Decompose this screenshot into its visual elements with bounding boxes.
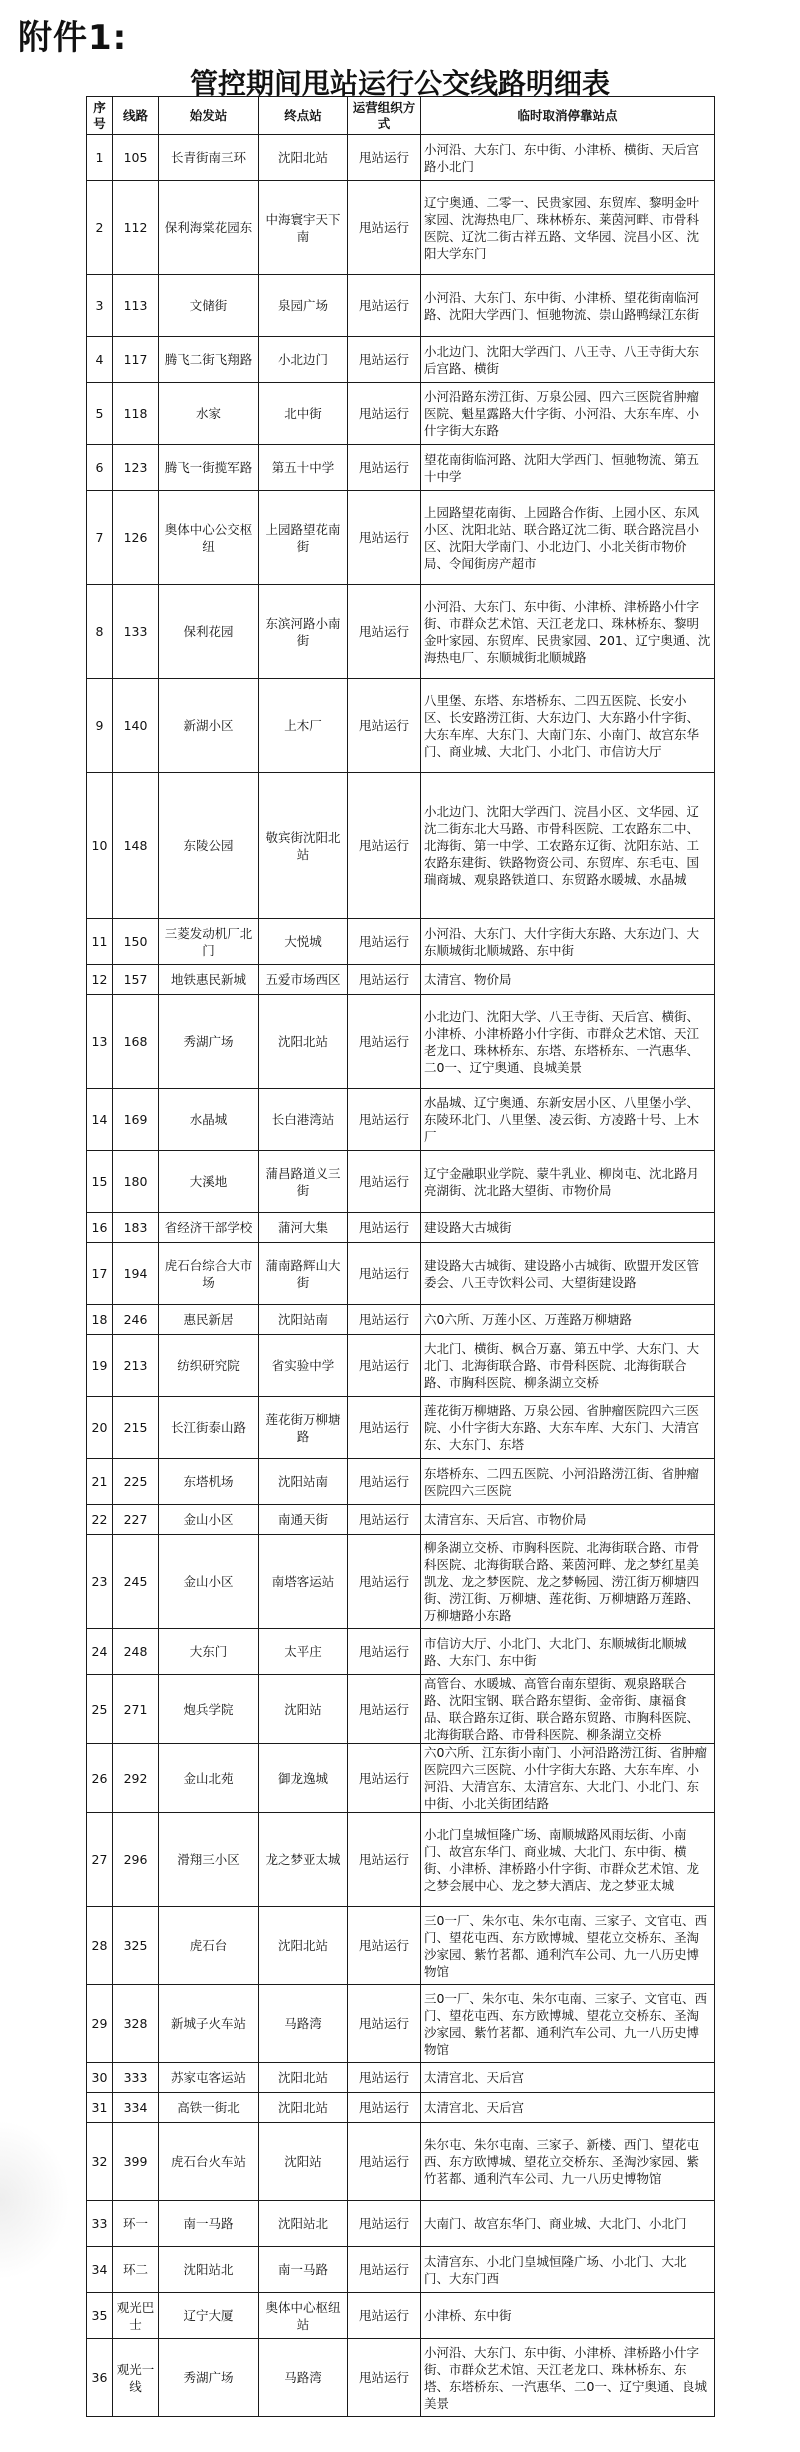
- start-station: 辽宁大厦: [159, 2293, 259, 2339]
- table-row: [87, 1151, 715, 1213]
- table-row: [87, 2247, 715, 2293]
- table-row: [87, 2063, 715, 2093]
- end-station: 太平庄: [259, 1629, 348, 1675]
- table-row: [87, 1459, 715, 1505]
- cancelled-stops: 小河沿路东涝江街、万泉公园、四六三医院省肿瘤医院、魁星露路大什字街、小河沿、大东车库、小什字街大东路: [421, 383, 715, 445]
- line-number: 325: [113, 1907, 159, 1985]
- line-number: 213: [113, 1335, 159, 1397]
- row-number: 16: [87, 1213, 113, 1243]
- row-number: 10: [87, 773, 113, 919]
- end-station: 蒲南路辉山大街: [259, 1243, 348, 1305]
- table-row: [87, 773, 715, 919]
- operation-mode: 甩站运行: [348, 1675, 421, 1744]
- end-station: 沈阳站北: [259, 2201, 348, 2247]
- start-station: 腾飞二街飞翔路: [159, 337, 259, 383]
- end-station: 沈阳站南: [259, 1305, 348, 1335]
- line-number: 225: [113, 1459, 159, 1505]
- start-station: 金山北苑: [159, 1744, 259, 1813]
- cancelled-stops: 水晶城、辽宁奥通、东新安居小区、八里堡小学、东陵环北门、八里堡、凌云街、方凌路十号、上木厂: [421, 1089, 715, 1151]
- start-station: 虎石台综合大市场: [159, 1243, 259, 1305]
- cancelled-stops: 小河沿、大东门、东中街、小津桥、望花街南临河路、沈阳大学西门、恒驰物流、崇山路鸭绿江东街: [421, 275, 715, 337]
- end-station: 蒲昌路道义三街: [259, 1151, 348, 1213]
- cancelled-stops: 太清宫北、天后宫: [421, 2063, 715, 2093]
- start-station: 地铁惠民新城: [159, 965, 259, 995]
- cancelled-stops: 小河沿、大东门、大什字街大东路、大东边门、大东顺城街北顺城路、东中街: [421, 919, 715, 965]
- end-station: 敬宾街沈阳北站: [259, 773, 348, 919]
- end-station: 南塔客运站: [259, 1535, 348, 1629]
- line-number: 105: [113, 135, 159, 181]
- operation-mode: 甩站运行: [348, 995, 421, 1089]
- cancelled-stops: 太清宫、物价局: [421, 965, 715, 995]
- row-number: 35: [87, 2293, 113, 2339]
- cancelled-stops: 八里堡、东塔、东塔桥东、二四五医院、长安小区、长安路涝江街、大东边门、大东路小什字街、大东车库、大东门、大南门东、小南门、故宫东华门、商业城、大北门、小北门、市信访大厅: [421, 679, 715, 773]
- cancelled-stops: 辽宁奥通、二零一、民贵家园、东贸库、黎明金叶家园、沈海热电厂、珠林桥东、莱茵河畔、市骨科医院、辽沈二街古祥五路、文华园、浣昌小区、沈阳大学东门: [421, 181, 715, 275]
- end-station: 上园路望花南街: [259, 491, 348, 585]
- header-end: 终点站: [259, 97, 348, 135]
- end-station: 御龙逸城: [259, 1744, 348, 1813]
- operation-mode: 甩站运行: [348, 1243, 421, 1305]
- line-number: 140: [113, 679, 159, 773]
- cancelled-stops: 东塔桥东、二四五医院、小河沿路涝江街、省肿瘤医院四六三医院: [421, 1459, 715, 1505]
- cancelled-stops: 太清宫北、天后宫: [421, 2093, 715, 2123]
- operation-mode: 甩站运行: [348, 181, 421, 275]
- line-number: 292: [113, 1744, 159, 1813]
- end-station: 中海寰宇天下南: [259, 181, 348, 275]
- line-number: 123: [113, 445, 159, 491]
- table-body: [87, 135, 715, 2417]
- table-row: [87, 1813, 715, 1907]
- cancelled-stops: 太清宫东、小北门皇城恒隆广场、小北门、大北门、大东门西: [421, 2247, 715, 2293]
- table-row: [87, 1535, 715, 1629]
- start-station: 秀湖广场: [159, 995, 259, 1089]
- start-station: 高铁一街北: [159, 2093, 259, 2123]
- row-number: 1: [87, 135, 113, 181]
- start-station: 南一马路: [159, 2201, 259, 2247]
- end-station: 沈阳北站: [259, 1907, 348, 1985]
- row-number: 23: [87, 1535, 113, 1629]
- cancelled-stops: 辽宁金融职业学院、蒙牛乳业、柳岗屯、沈北路月亮湖街、沈北路大望街、市物价局: [421, 1151, 715, 1213]
- start-station: 大东门: [159, 1629, 259, 1675]
- table-row: [87, 275, 715, 337]
- table-row: [87, 1243, 715, 1305]
- start-station: 水晶城: [159, 1089, 259, 1151]
- start-station: 纺织研究院: [159, 1335, 259, 1397]
- row-number: 31: [87, 2093, 113, 2123]
- cancelled-stops: 朱尔屯、朱尔屯南、三家子、新楼、西门、望花屯西、东方欧博城、望花立交桥东、圣淘沙家园、紫竹茗都、通利汽车公司、九一八历史博物馆: [421, 2123, 715, 2201]
- row-number: 19: [87, 1335, 113, 1397]
- row-number: 32: [87, 2123, 113, 2201]
- start-station: 惠民新居: [159, 1305, 259, 1335]
- table-header-row: [87, 97, 715, 135]
- row-number: 4: [87, 337, 113, 383]
- end-station: 蒲河大集: [259, 1213, 348, 1243]
- table-row: [87, 1305, 715, 1335]
- table-row: [87, 1089, 715, 1151]
- operation-mode: 甩站运行: [348, 275, 421, 337]
- table-row: [87, 919, 715, 965]
- start-station: 苏家屯客运站: [159, 2063, 259, 2093]
- row-number: 30: [87, 2063, 113, 2093]
- line-number: 227: [113, 1505, 159, 1535]
- row-number: 29: [87, 1985, 113, 2063]
- document-title: 管控期间甩站运行公交线路明细表: [189, 67, 610, 100]
- cancelled-stops: 小北边门、沈阳大学西门、八王寺、八王寺街大东后宫路、横街: [421, 337, 715, 383]
- operation-mode: 甩站运行: [348, 2293, 421, 2339]
- header-stops: 临时取消停靠站点: [421, 97, 715, 135]
- line-number: 328: [113, 1985, 159, 2063]
- end-station: 沈阳站: [259, 1675, 348, 1744]
- cancelled-stops: 三0一厂、朱尔屯、朱尔屯南、三家子、文官屯、西门、望花屯西、东方欧博城、望花立交桥东、圣淘沙家园、紫竹茗都、通利汽车公司、九一八历史博物馆: [421, 1907, 715, 1985]
- line-number: 观光巴士: [113, 2293, 159, 2339]
- start-station: 虎石台火车站: [159, 2123, 259, 2201]
- end-station: 沈阳站: [259, 2123, 348, 2201]
- table-row: [87, 1505, 715, 1535]
- operation-mode: 甩站运行: [348, 2247, 421, 2293]
- cancelled-stops: 小北边门、沈阳大学西门、浣昌小区、文华园、辽沈二街东北大马路、市骨科医院、工农路东二中、北海街、第一中学、工农路东辽街、沈阳东站、工农路东建街、铁路物资公司、东贸库、东毛屯、国瑞商城、观泉路铁道口、东贸路水暖城、水晶城: [421, 773, 715, 919]
- row-number: 28: [87, 1907, 113, 1985]
- table-row: [87, 1213, 715, 1243]
- end-station: 北中街: [259, 383, 348, 445]
- end-station: 东滨河路小南街: [259, 585, 348, 679]
- end-station: 龙之梦亚太城: [259, 1813, 348, 1907]
- table-row: [87, 1985, 715, 2063]
- start-station: 水家: [159, 383, 259, 445]
- operation-mode: 甩站运行: [348, 2123, 421, 2201]
- line-number: 126: [113, 491, 159, 585]
- row-number: 26: [87, 1744, 113, 1813]
- end-station: 泉园广场: [259, 275, 348, 337]
- end-station: 长白港湾站: [259, 1089, 348, 1151]
- line-number: 194: [113, 1243, 159, 1305]
- operation-mode: 甩站运行: [348, 679, 421, 773]
- end-station: 第五十中学: [259, 445, 348, 491]
- row-number: 18: [87, 1305, 113, 1335]
- row-number: 24: [87, 1629, 113, 1675]
- table-row: [87, 2293, 715, 2339]
- row-number: 33: [87, 2201, 113, 2247]
- end-station: 上木厂: [259, 679, 348, 773]
- line-number: 148: [113, 773, 159, 919]
- table-row: [87, 1629, 715, 1675]
- operation-mode: 甩站运行: [348, 919, 421, 965]
- operation-mode: 甩站运行: [348, 445, 421, 491]
- page-edge-shadow: [0, 2120, 70, 2280]
- table-row: [87, 1397, 715, 1459]
- line-number: 334: [113, 2093, 159, 2123]
- operation-mode: 甩站运行: [348, 2339, 421, 2417]
- operation-mode: 甩站运行: [348, 491, 421, 585]
- line-number: 157: [113, 965, 159, 995]
- operation-mode: 甩站运行: [348, 1907, 421, 1985]
- table-row: [87, 135, 715, 181]
- end-station: 莲花街万柳塘路: [259, 1397, 348, 1459]
- row-number: 11: [87, 919, 113, 965]
- start-station: 炮兵学院: [159, 1675, 259, 1744]
- operation-mode: 甩站运行: [348, 965, 421, 995]
- row-number: 17: [87, 1243, 113, 1305]
- start-station: 金山小区: [159, 1535, 259, 1629]
- start-station: 东陵公园: [159, 773, 259, 919]
- row-number: 3: [87, 275, 113, 337]
- table-row: [87, 181, 715, 275]
- cancelled-stops: 小河沿、大东门、东中街、小津桥、横街、天后宫路小北门: [421, 135, 715, 181]
- start-station: 文储街: [159, 275, 259, 337]
- end-station: 省实验中学: [259, 1335, 348, 1397]
- end-station: 沈阳北站: [259, 2093, 348, 2123]
- start-station: 长江街泰山路: [159, 1397, 259, 1459]
- operation-mode: 甩站运行: [348, 1397, 421, 1459]
- row-number: 8: [87, 585, 113, 679]
- operation-mode: 甩站运行: [348, 1151, 421, 1213]
- line-number: 271: [113, 1675, 159, 1744]
- header-mode: 运营组织方式: [348, 97, 421, 135]
- row-number: 34: [87, 2247, 113, 2293]
- cancelled-stops: 望花南街临河路、沈阳大学西门、恒驰物流、第五十中学: [421, 445, 715, 491]
- line-number: 215: [113, 1397, 159, 1459]
- operation-mode: 甩站运行: [348, 1089, 421, 1151]
- start-station: 东塔机场: [159, 1459, 259, 1505]
- header-no: 序号: [87, 97, 113, 135]
- start-station: 秀湖广场: [159, 2339, 259, 2417]
- row-number: 27: [87, 1813, 113, 1907]
- route-table: [86, 96, 715, 2417]
- table-row: [87, 1907, 715, 1985]
- row-number: 15: [87, 1151, 113, 1213]
- line-number: 环一: [113, 2201, 159, 2247]
- cancelled-stops: 柳条湖立交桥、市胸科医院、北海街联合路、市骨科医院、北海街联合路、莱茵河畔、龙之梦红星美凯龙、龙之梦医院、龙之梦畅园、涝江街万柳塘四街、涝江街、万柳塘、莲花街、万柳塘路万莲路、万柳塘路小东路: [421, 1535, 715, 1629]
- end-station: 沈阳北站: [259, 995, 348, 1089]
- cancelled-stops: 高管台、水暖城、高管台南东望街、观泉路联合路、沈阳宝钢、联合路东望街、金帝街、康福食品、联合路东辽街、联合路东贸路、市胸科医院、北海街联合路、市骨科医院、柳条湖立交桥: [421, 1675, 715, 1744]
- table-row: [87, 1335, 715, 1397]
- cancelled-stops: 太清宫东、天后宫、市物价局: [421, 1505, 715, 1535]
- start-station: 保利海棠花园东: [159, 181, 259, 275]
- cancelled-stops: 建设路大古城街: [421, 1213, 715, 1243]
- cancelled-stops: 大北门、横街、枫合万嘉、第五中学、大东门、大北门、北海街联合路、市骨科医院、北海街联合路、市胸科医院、柳条湖立交桥: [421, 1335, 715, 1397]
- operation-mode: 甩站运行: [348, 585, 421, 679]
- line-number: 248: [113, 1629, 159, 1675]
- cancelled-stops: 小津桥、东中街: [421, 2293, 715, 2339]
- row-number: 6: [87, 445, 113, 491]
- start-station: 三菱发动机厂北门: [159, 919, 259, 965]
- row-number: 36: [87, 2339, 113, 2417]
- start-station: 腾飞一街揽军路: [159, 445, 259, 491]
- end-station: 奥体中心枢纽站: [259, 2293, 348, 2339]
- cancelled-stops: 莲花街万柳塘路、万泉公园、省肿瘤医院四六三医院、小什字街大东路、大东车库、大东门、大清宫东、大东门、东塔: [421, 1397, 715, 1459]
- cancelled-stops: 三0一厂、朱尔屯、朱尔屯南、三家子、文官屯、西门、望花屯西、东方欧博城、望花立交桥东、圣淘沙家园、紫竹茗都、通利汽车公司、九一八历史博物馆: [421, 1985, 715, 2063]
- operation-mode: 甩站运行: [348, 2063, 421, 2093]
- line-number: 183: [113, 1213, 159, 1243]
- line-number: 150: [113, 919, 159, 965]
- line-number: 180: [113, 1151, 159, 1213]
- operation-mode: 甩站运行: [348, 383, 421, 445]
- end-station: 沈阳北站: [259, 2063, 348, 2093]
- row-number: 2: [87, 181, 113, 275]
- row-number: 5: [87, 383, 113, 445]
- operation-mode: 甩站运行: [348, 2093, 421, 2123]
- end-station: 马路湾: [259, 1985, 348, 2063]
- line-number: 112: [113, 181, 159, 275]
- table-row: [87, 383, 715, 445]
- start-station: 虎石台: [159, 1907, 259, 1985]
- operation-mode: 甩站运行: [348, 1813, 421, 1907]
- operation-mode: 甩站运行: [348, 1629, 421, 1675]
- table-row: [87, 491, 715, 585]
- start-station: 大溪地: [159, 1151, 259, 1213]
- table-row: [87, 2123, 715, 2201]
- line-number: 245: [113, 1535, 159, 1629]
- row-number: 7: [87, 491, 113, 585]
- header-start: 始发站: [159, 97, 259, 135]
- start-station: 省经济干部学校: [159, 1213, 259, 1243]
- cancelled-stops: 六0六所、江东街小南门、小河沿路涝江街、省肿瘤医院四六三医院、小什字街大东路、大东车库、小河沿、大清宫东、太清宫东、大北门、小北门、东中街、小北关街团结路: [421, 1744, 715, 1813]
- operation-mode: 甩站运行: [348, 1505, 421, 1535]
- end-station: 大悦城: [259, 919, 348, 965]
- line-number: 环二: [113, 2247, 159, 2293]
- table-row: [87, 585, 715, 679]
- cancelled-stops: 六0六所、万莲小区、万莲路万柳塘路: [421, 1305, 715, 1335]
- line-number: 117: [113, 337, 159, 383]
- table-row: [87, 679, 715, 773]
- line-number: 168: [113, 995, 159, 1089]
- operation-mode: 甩站运行: [348, 1335, 421, 1397]
- line-number: 246: [113, 1305, 159, 1335]
- table-row: [87, 445, 715, 491]
- line-number: 133: [113, 585, 159, 679]
- row-number: 21: [87, 1459, 113, 1505]
- cancelled-stops: 上园路望花南街、上园路合作街、上园小区、东风小区、沈阳北站、联合路辽沈二街、联合路浣昌小区、沈阳大学南门、小北边门、小北关街市物价局、令闻街房产超市: [421, 491, 715, 585]
- table-row: [87, 965, 715, 995]
- line-number: 118: [113, 383, 159, 445]
- table-row: [87, 337, 715, 383]
- operation-mode: 甩站运行: [348, 1305, 421, 1335]
- start-station: 金山小区: [159, 1505, 259, 1535]
- cancelled-stops: 小北边门、沈阳大学、八王寺街、天后宫、横街、小津桥、小津桥路小什字街、市群众艺术馆、天江老龙口、珠林桥东、东塔、东塔桥东、一汽惠华、二0一、辽宁奥通、良城美景: [421, 995, 715, 1089]
- row-number: 12: [87, 965, 113, 995]
- start-station: 长青街南三环: [159, 135, 259, 181]
- operation-mode: 甩站运行: [348, 2201, 421, 2247]
- end-station: 马路湾: [259, 2339, 348, 2417]
- line-number: 169: [113, 1089, 159, 1151]
- operation-mode: 甩站运行: [348, 337, 421, 383]
- start-station: 保利花园: [159, 585, 259, 679]
- table-row: [87, 1675, 715, 1744]
- end-station: 五爱市场西区: [259, 965, 348, 995]
- cancelled-stops: 大南门、故宫东华门、商业城、大北门、小北门: [421, 2201, 715, 2247]
- operation-mode: 甩站运行: [348, 773, 421, 919]
- cancelled-stops: 市信访大厅、小北门、大北门、东顺城街北顺城路、大东门、东中街: [421, 1629, 715, 1675]
- cancelled-stops: 小北门皇城恒隆广场、南顺城路风雨坛街、小南门、故宫东华门、商业城、大北门、东中街、横街、小津桥、津桥路小什字街、市群众艺术馆、龙之梦会展中心、龙之梦大酒店、龙之梦亚太城: [421, 1813, 715, 1907]
- end-station: 小北边门: [259, 337, 348, 383]
- attachment-label: 附件1:: [18, 18, 128, 58]
- header-line: 线路: [113, 97, 159, 135]
- end-station: 南一马路: [259, 2247, 348, 2293]
- row-number: 25: [87, 1675, 113, 1744]
- start-station: 新湖小区: [159, 679, 259, 773]
- start-station: 滑翔三小区: [159, 1813, 259, 1907]
- table-row: [87, 2339, 715, 2417]
- line-number: 观光一线: [113, 2339, 159, 2417]
- start-station: 奥体中心公交枢纽: [159, 491, 259, 585]
- line-number: 113: [113, 275, 159, 337]
- operation-mode: 甩站运行: [348, 1213, 421, 1243]
- line-number: 296: [113, 1813, 159, 1907]
- operation-mode: 甩站运行: [348, 1985, 421, 2063]
- row-number: 14: [87, 1089, 113, 1151]
- end-station: 南通天街: [259, 1505, 348, 1535]
- row-number: 22: [87, 1505, 113, 1535]
- cancelled-stops: 小河沿、大东门、东中街、小津桥、津桥路小什字街、市群众艺术馆、天江老龙口、珠林桥东、黎明金叶家园、东贸库、民贵家园、201、辽宁奥通、沈海热电厂、东顺城街北顺城路: [421, 585, 715, 679]
- cancelled-stops: 小河沿、大东门、东中街、小津桥、津桥路小什字街、市群众艺术馆、天江老龙口、珠林桥东、东塔、东塔桥东、一汽惠华、二0一、辽宁奥通、良城美景: [421, 2339, 715, 2417]
- row-number: 20: [87, 1397, 113, 1459]
- table-row: [87, 2093, 715, 2123]
- row-number: 9: [87, 679, 113, 773]
- table-row: [87, 2201, 715, 2247]
- end-station: 沈阳北站: [259, 135, 348, 181]
- table-row: [87, 1744, 715, 1813]
- operation-mode: 甩站运行: [348, 1744, 421, 1813]
- operation-mode: 甩站运行: [348, 1535, 421, 1629]
- cancelled-stops: 建设路大古城街、建设路小古城街、欧盟开发区管委会、八王寺饮料公司、大望街建设路: [421, 1243, 715, 1305]
- operation-mode: 甩站运行: [348, 1459, 421, 1505]
- line-number: 399: [113, 2123, 159, 2201]
- end-station: 沈阳站南: [259, 1459, 348, 1505]
- start-station: 新城子火车站: [159, 1985, 259, 2063]
- operation-mode: 甩站运行: [348, 135, 421, 181]
- row-number: 13: [87, 995, 113, 1089]
- table-row: [87, 995, 715, 1089]
- start-station: 沈阳站北: [159, 2247, 259, 2293]
- line-number: 333: [113, 2063, 159, 2093]
